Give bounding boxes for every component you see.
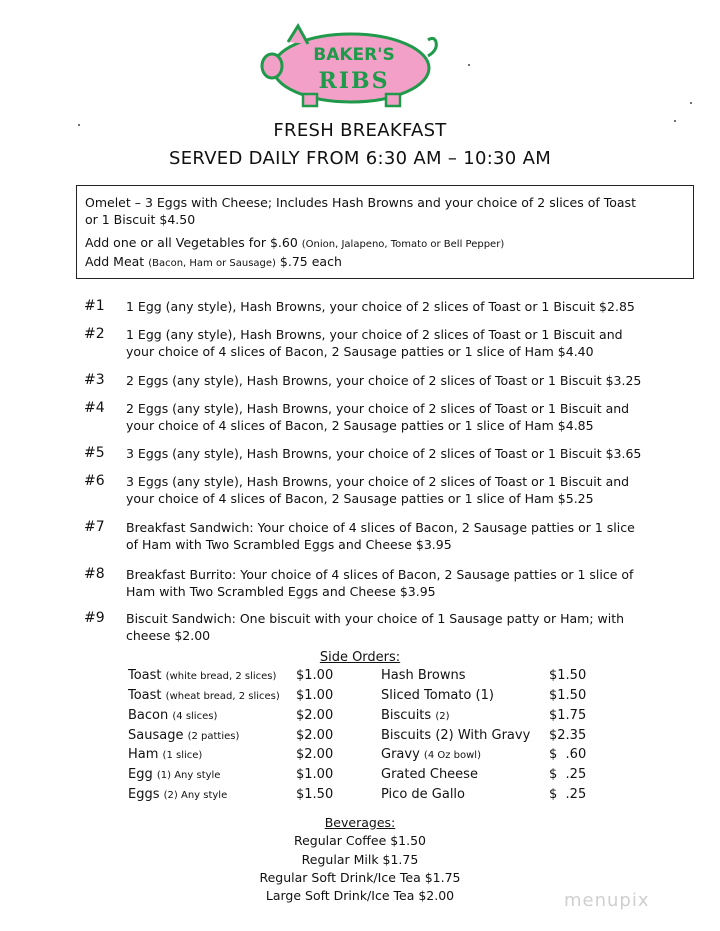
side-left-name: Toast (wheat bread, 2 slices) [128,688,280,703]
combo-line: 3 Eggs (any style), Hash Browns, your choice of 2 slices of Toast or 1 Biscuit $3.65 [126,446,642,461]
combo-item [84,566,704,600]
beverages-heading: Beverages: [324,815,396,830]
combo-line: 2 Eggs (any style), Hash Browns, your choice of 2 slices of Toast or 1 Biscuit $3.25 [126,373,642,388]
scan-speck [468,64,470,66]
meat-addon-text: Add Meat [85,254,145,269]
combo-line: 1 Egg (any style), Hash Browns, your choice of 2 slices of Toast or 1 Biscuit $2.85 [126,299,635,314]
side-right-name: Sliced Tomato (1) [381,688,494,703]
logo-bottom-text: RIBS [318,68,390,94]
combo-line: 2 Eggs (any style), Hash Browns, your choice of 2 slices of Toast or 1 Biscuit and [126,401,630,416]
side-left-price: $1.00 [296,668,334,683]
omelet-line-1: Omelet – 3 Eggs with Cheese; Includes Hash Browns and your choice of 2 slices of Toast [85,195,636,210]
omelet-box [76,185,694,279]
combo-number: #7 [84,519,105,535]
combo-line: cheese $2.00 [126,628,211,643]
side-right-price: $ .25 [549,787,587,802]
combo-line: your choice of 4 slices of Bacon, 2 Sausage patties or 1 slice of Ham $5.25 [126,491,594,506]
combo-item [84,326,704,360]
side-right-price: $1.75 [549,708,587,723]
combo-line: of Ham with Two Scrambled Eggs and Cheese $3.95 [126,537,452,552]
beverage-item: Regular Milk $1.75 [301,852,419,867]
side-right-name: Hash Browns [381,668,466,683]
beverage-item: Regular Coffee $1.50 [293,833,427,848]
side-right-price: $ .25 [549,767,587,782]
combo-line: 1 Egg (any style), Hash Browns, your choice of 2 slices of Toast or 1 Biscuit and [126,327,623,342]
side-right-price: $1.50 [549,668,587,683]
vegetables-addon-text: Add one or all Vegetables for $.60 [85,235,298,250]
combo-item [84,610,704,644]
combo-number: #4 [84,400,105,416]
combo-number: #8 [84,566,105,582]
bakers-ribs-logo [258,22,444,108]
meat-addon [85,253,685,272]
vegetables-addon [85,234,685,253]
side-left-name: Eggs (2) Any style [128,787,228,802]
heading-serving-hours: SERVED DAILY FROM 6:30 AM – 10:30 AM [168,148,552,169]
side-right-price: $ .60 [549,747,587,762]
combo-item [84,519,704,553]
combo-number: #3 [84,372,105,388]
omelet-line-2: or 1 Biscuit $4.50 [85,212,196,227]
side-left-price: $2.00 [296,747,334,762]
menupix-watermark: menupix [564,890,650,911]
combo-line: your choice of 4 slices of Bacon, 2 Sausage patties or 1 slice of Ham $4.40 [126,344,594,359]
side-right-name: Biscuits (2) With Gravy [381,728,531,743]
heading-fresh-breakfast: FRESH BREAKFAST [273,120,447,141]
combo-line: your choice of 4 slices of Bacon, 2 Sausage patties or 1 slice of Ham $4.85 [126,418,594,433]
combo-number: #2 [84,326,105,342]
scan-speck [674,120,676,122]
side-right-name: Pico de Gallo [381,787,465,802]
side-left-price: $2.00 [296,728,334,743]
side-left-name: Ham (1 slice) [128,747,203,762]
side-right-price: $2.35 [549,728,587,743]
beverage-item: Large Soft Drink/Ice Tea $2.00 [265,888,455,903]
side-right-name: Biscuits (2) [381,708,450,723]
side-left-name: Toast (white bread, 2 slices) [128,668,277,683]
side-left-name: Egg (1) Any style [128,767,221,782]
scan-speck [690,102,692,104]
combo-line: Ham with Two Scrambled Eggs and Cheese $3.95 [126,584,436,599]
side-left-price: $2.00 [296,708,334,723]
combo-number: #1 [84,298,105,314]
side-orders-heading: Side Orders: [319,650,401,665]
combo-item [84,372,704,389]
combo-number: #9 [84,610,105,626]
side-left-name: Bacon (4 slices) [128,708,218,723]
beverage-item: Regular Soft Drink/Ice Tea $1.75 [259,870,461,885]
logo-top-text: BAKER'S [313,45,395,65]
combo-line: Biscuit Sandwich: One biscuit with your choice of 1 Sausage patty or Ham; with [126,611,625,626]
combo-number: #5 [84,445,105,461]
side-right-name: Gravy (4 Oz bowl) [381,747,481,762]
combo-item [84,473,704,507]
side-right-name: Grated Cheese [381,767,478,782]
side-left-price: $1.50 [296,787,334,802]
meat-addon-note: (Bacon, Ham or Sausage) [148,258,276,269]
combo-number: #6 [84,473,105,489]
scan-speck [78,124,80,126]
combo-item [84,298,704,315]
side-left-name: Sausage (2 patties) [128,728,240,743]
side-left-price: $1.00 [296,688,334,703]
combo-line: Breakfast Burrito: Your choice of 4 slices of Bacon, 2 Sausage patties or 1 slice of [126,567,634,582]
meat-addon-price: $.75 each [279,254,342,269]
side-left-price: $1.00 [296,767,334,782]
combo-item [84,400,704,434]
combo-line: 3 Eggs (any style), Hash Browns, your choice of 2 slices of Toast or 1 Biscuit and [126,474,630,489]
combo-line: Breakfast Sandwich: Your choice of 4 slices of Bacon, 2 Sausage patties or 1 slice [126,520,635,535]
vegetables-addon-note: (Onion, Jalapeno, Tomato or Bell Pepper) [301,239,505,250]
combo-item [84,445,704,462]
side-right-price: $1.50 [549,688,587,703]
